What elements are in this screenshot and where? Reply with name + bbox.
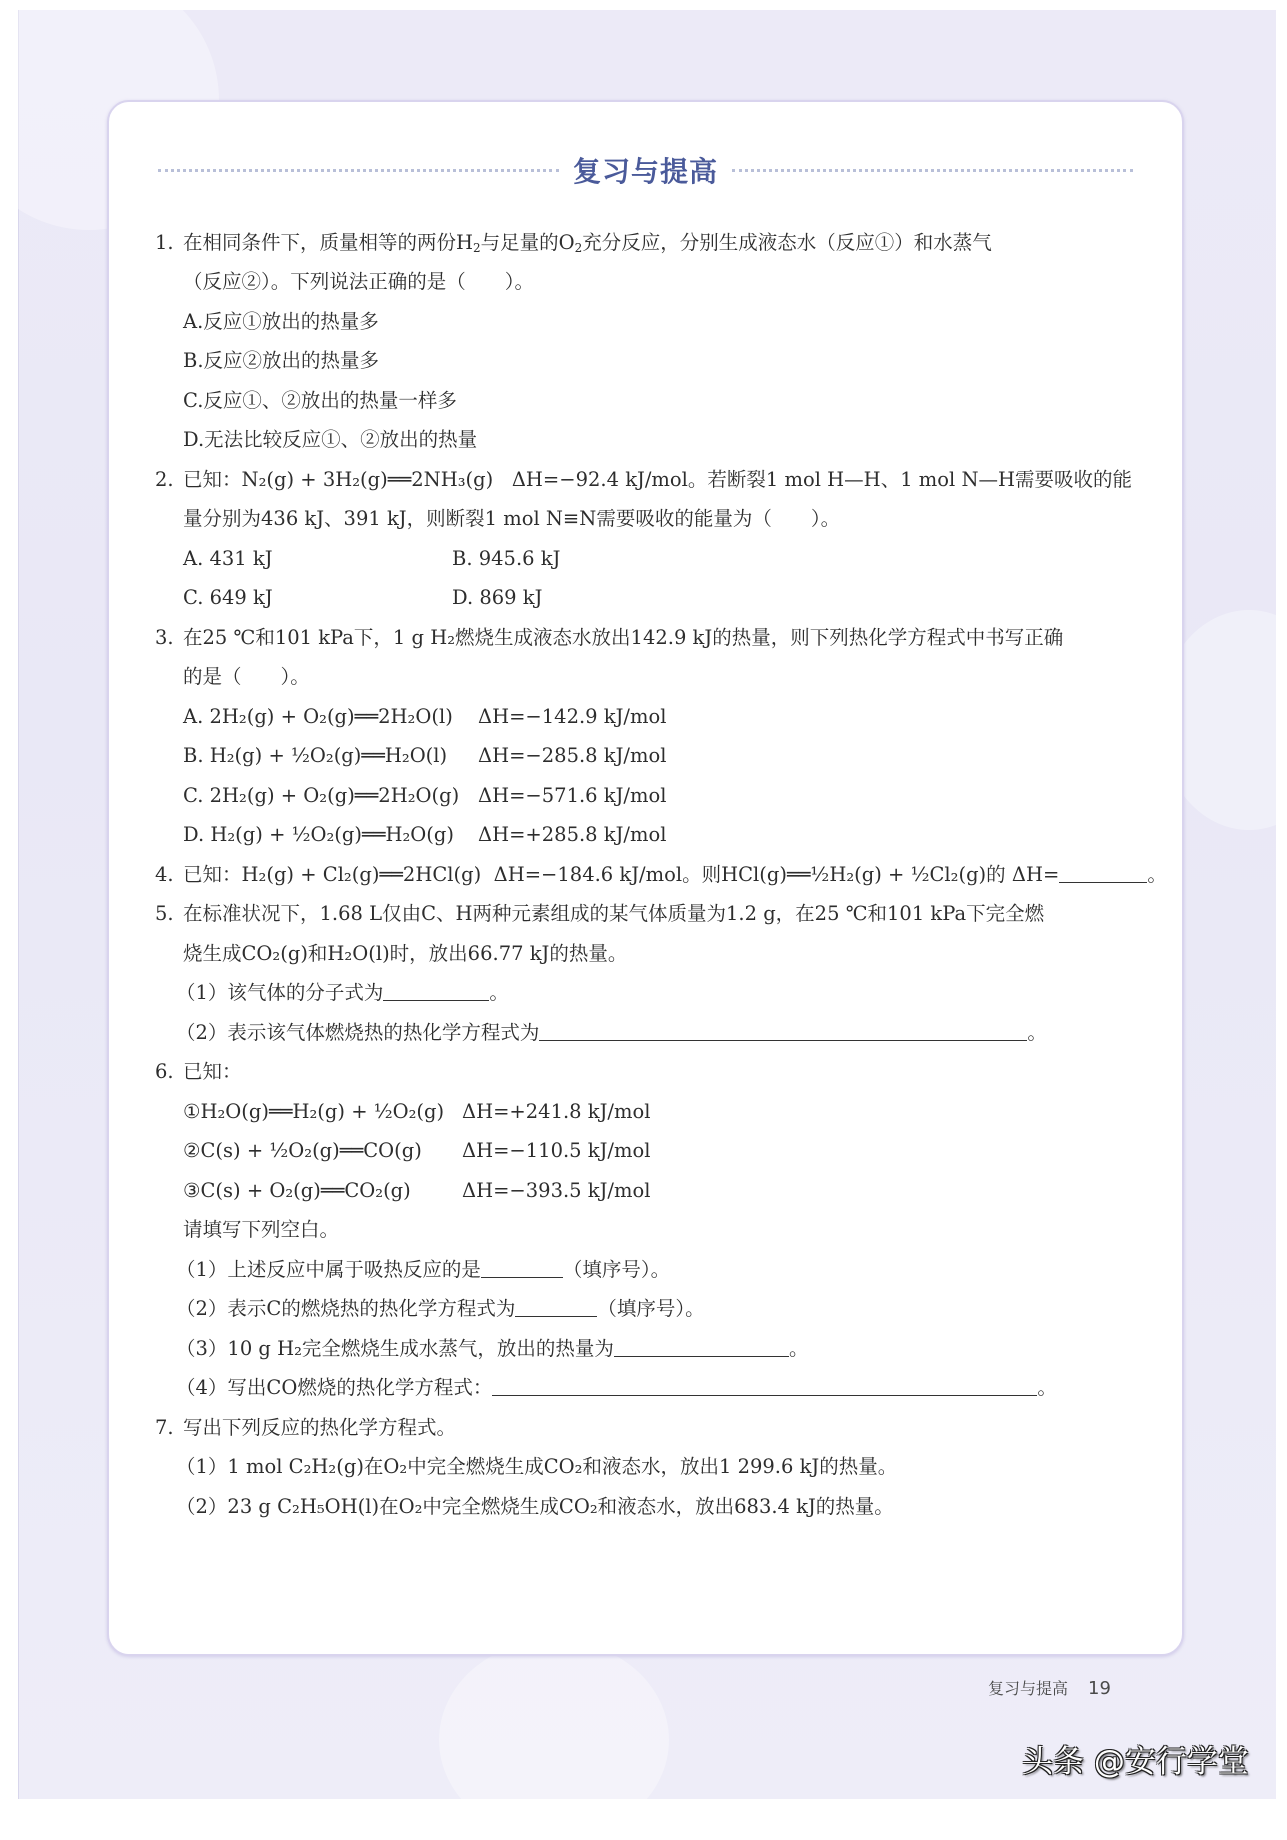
question-number: 2. bbox=[155, 468, 174, 491]
option-c-enthalpy: ΔH=−571.6 kJ/mol bbox=[478, 784, 667, 807]
equation-label: ③ bbox=[183, 1179, 201, 1202]
option-c: C.反应①、②放出的热量一样多 bbox=[183, 389, 457, 412]
watermark: 头条 @安行学堂 bbox=[1022, 1744, 1249, 1780]
enthalpy-value: ΔH=−92.4 kJ/mol bbox=[511, 468, 688, 491]
question-text: 写出下列反应的热化学方程式。 bbox=[183, 1416, 457, 1439]
question-text: 已知： bbox=[183, 1060, 242, 1083]
equation-label: ① bbox=[183, 1100, 201, 1123]
sub-question-text: （填序号）。 bbox=[597, 1297, 705, 1320]
question-6-part-4 bbox=[176, 1374, 1057, 1402]
chemical-equation: C(s) + O₂(g)══CO₂(g) bbox=[200, 1179, 411, 1202]
question-text: 在标准状况下，1.68 L仅由C、H两种元素组成的某气体质量为1.2 g，在25 ℃和101 kPa下完全燃 bbox=[183, 902, 1045, 925]
answer-blank[interactable] bbox=[539, 1022, 1027, 1041]
question-text: 。若断裂1 mol H—H、1 mol N—H需要吸收的能 bbox=[687, 468, 1133, 491]
punctuation: 。 bbox=[1147, 863, 1167, 886]
question-number: 7. bbox=[155, 1416, 174, 1439]
question-text: 充分反应，分别生成液态水（反应①）和水蒸气 bbox=[582, 231, 992, 254]
option-a bbox=[183, 703, 453, 731]
answer-blank[interactable] bbox=[492, 1377, 1037, 1396]
question-3 bbox=[155, 624, 1063, 652]
question-number: 1. bbox=[155, 231, 174, 254]
page-number: 19 bbox=[1088, 1678, 1111, 1699]
equation-1-enthalpy: ΔH=+241.8 kJ/mol bbox=[462, 1100, 651, 1123]
chemical-equation: HCl(g)══½H₂(g) + ½Cl₂(g) bbox=[721, 863, 987, 886]
option-label: B. bbox=[183, 744, 204, 767]
question-text: 。则 bbox=[682, 863, 722, 886]
chemical-equation: 2H₂(g) + O₂(g)══2H₂O(l) bbox=[209, 705, 453, 728]
question-text: 与足量的O bbox=[480, 231, 575, 254]
punctuation: 。 bbox=[788, 1337, 809, 1360]
punctuation: 。 bbox=[1027, 1021, 1047, 1044]
sub-question-text: （1）该气体的分子式为 bbox=[176, 981, 384, 1004]
option-a: A.反应①放出的热量多 bbox=[183, 310, 379, 333]
chemical-equation: H₂(g) + Cl₂(g)══2HCl(g) bbox=[241, 863, 482, 886]
option-label: A. bbox=[183, 705, 204, 728]
question-6-part-1 bbox=[176, 1256, 670, 1284]
answer-blank[interactable] bbox=[515, 1298, 597, 1317]
question-2-line-2: 量分别为436 kJ、391 kJ，则断裂1 mol N≡N需要吸收的能量为（ ）。 bbox=[183, 507, 841, 530]
subscript: 2 bbox=[574, 241, 583, 255]
sub-question-text: （1）上述反应中属于吸热反应的是 bbox=[176, 1258, 481, 1281]
equation-1 bbox=[183, 1098, 444, 1126]
chemical-equation: H₂(g) + ½O₂(g)══H₂O(g) bbox=[210, 823, 454, 846]
question-text: 已知： bbox=[183, 468, 242, 491]
option-a-enthalpy: ΔH=−142.9 kJ/mol bbox=[478, 705, 667, 728]
question-7-part-2: （2）23 g C₂H₅OH(l)在O₂中完全燃烧生成CO₂和液态水，放出683.4 kJ的热量。 bbox=[176, 1495, 894, 1518]
equation-3 bbox=[183, 1177, 411, 1205]
question-5 bbox=[155, 900, 1044, 928]
option-a: A. 431 kJ bbox=[183, 547, 273, 570]
question-6-part-2 bbox=[176, 1295, 705, 1323]
equation-3-enthalpy: ΔH=−393.5 kJ/mol bbox=[462, 1179, 651, 1202]
option-d bbox=[183, 821, 454, 849]
option-d-enthalpy: ΔH=+285.8 kJ/mol bbox=[478, 823, 667, 846]
dotted-divider-right bbox=[732, 169, 1133, 172]
sub-question-text: （2）表示C的燃烧热的热化学方程式为 bbox=[176, 1297, 516, 1320]
sub-question-text: （3）10 g H₂完全燃烧生成水蒸气，放出的热量为 bbox=[176, 1337, 614, 1360]
option-b bbox=[183, 742, 447, 770]
question-text: 在25 ℃和101 kPa下，1 g H₂燃烧生成液态水放出142.9 kJ的热量，则下列热化学方程式中书写正确 bbox=[183, 626, 1064, 649]
punctuation: 。 bbox=[1037, 1376, 1057, 1399]
chemical-equation: C(s) + ½O₂(g)══CO(g) bbox=[200, 1139, 422, 1162]
option-d: D. 869 kJ bbox=[452, 586, 543, 609]
question-5-line-2: 烧生成CO₂(g)和H₂O(l)时，放出66.77 kJ的热量。 bbox=[183, 942, 628, 965]
footer-section-name: 复习与提高 bbox=[988, 1679, 1069, 1698]
question-text: 已知： bbox=[183, 863, 242, 886]
enthalpy-value: ΔH=−184.6 kJ/mol bbox=[493, 863, 683, 886]
question-4 bbox=[155, 861, 1167, 889]
answer-blank[interactable] bbox=[383, 982, 489, 1001]
equation-label: ② bbox=[183, 1139, 201, 1162]
sub-question-text: （2）表示该气体燃烧热的热化学方程式为 bbox=[176, 1021, 540, 1044]
question-6-part-3 bbox=[176, 1335, 808, 1363]
equation-2-enthalpy: ΔH=−110.5 kJ/mol bbox=[462, 1139, 651, 1162]
option-b: B.反应②放出的热量多 bbox=[183, 349, 380, 372]
dotted-divider-left bbox=[158, 169, 559, 172]
sub-question-text: （4）写出CO燃烧的热化学方程式： bbox=[176, 1376, 493, 1399]
question-number: 3. bbox=[155, 626, 174, 649]
chemical-equation: 2H₂(g) + O₂(g)══2H₂O(g) bbox=[209, 784, 460, 807]
chemical-equation: H₂O(g)══H₂(g) + ½O₂(g) bbox=[200, 1100, 445, 1123]
option-b: B. 945.6 kJ bbox=[452, 547, 561, 570]
question-7 bbox=[155, 1414, 456, 1442]
question-6-instruction: 请填写下列空白。 bbox=[183, 1218, 340, 1241]
question-number: 5. bbox=[155, 902, 174, 925]
question-5-part-1 bbox=[176, 979, 509, 1007]
question-2 bbox=[155, 466, 1132, 494]
answer-blank[interactable] bbox=[1059, 864, 1147, 883]
question-7-part-1: （1）1 mol C₂H₂(g)在O₂中完全燃烧生成CO₂和液态水，放出1 299.6 kJ的热量。 bbox=[176, 1455, 898, 1478]
option-label: C. bbox=[183, 784, 204, 807]
question-number: 6. bbox=[155, 1060, 174, 1083]
question-3-line-2: 的是（ ）。 bbox=[183, 665, 310, 688]
question-text: 在相同条件下，质量相等的两份H bbox=[183, 231, 474, 254]
option-label: D. bbox=[183, 823, 205, 846]
question-6 bbox=[155, 1058, 242, 1086]
option-c: C. 649 kJ bbox=[183, 586, 273, 609]
decorative-bubble bbox=[439, 1640, 669, 1840]
punctuation: 。 bbox=[489, 981, 509, 1004]
page-footer bbox=[988, 1676, 1111, 1699]
subscript: 2 bbox=[473, 241, 481, 255]
question-5-part-2 bbox=[176, 1019, 1047, 1047]
section-header bbox=[158, 150, 1133, 190]
option-c bbox=[183, 782, 459, 810]
answer-blank[interactable] bbox=[481, 1259, 563, 1278]
option-d: D.无法比较反应①、②放出的热量 bbox=[183, 428, 478, 451]
question-1 bbox=[155, 229, 992, 257]
question-number: 4. bbox=[155, 863, 174, 886]
question-1-line-2: （反应②）。下列说法正确的是（ ）。 bbox=[183, 270, 535, 293]
chemical-equation: N₂(g) + 3H₂(g)══2NH₃(g) bbox=[241, 468, 494, 491]
option-b-enthalpy: ΔH=−285.8 kJ/mol bbox=[478, 744, 667, 767]
chemical-equation: H₂(g) + ½O₂(g)══H₂O(l) bbox=[209, 744, 448, 767]
sub-question-text: （填序号）。 bbox=[562, 1258, 671, 1281]
answer-blank[interactable] bbox=[614, 1338, 789, 1357]
question-text: 的 ΔH= bbox=[986, 863, 1060, 886]
equation-2 bbox=[183, 1137, 422, 1165]
section-title: 复习与提高 bbox=[573, 155, 719, 188]
